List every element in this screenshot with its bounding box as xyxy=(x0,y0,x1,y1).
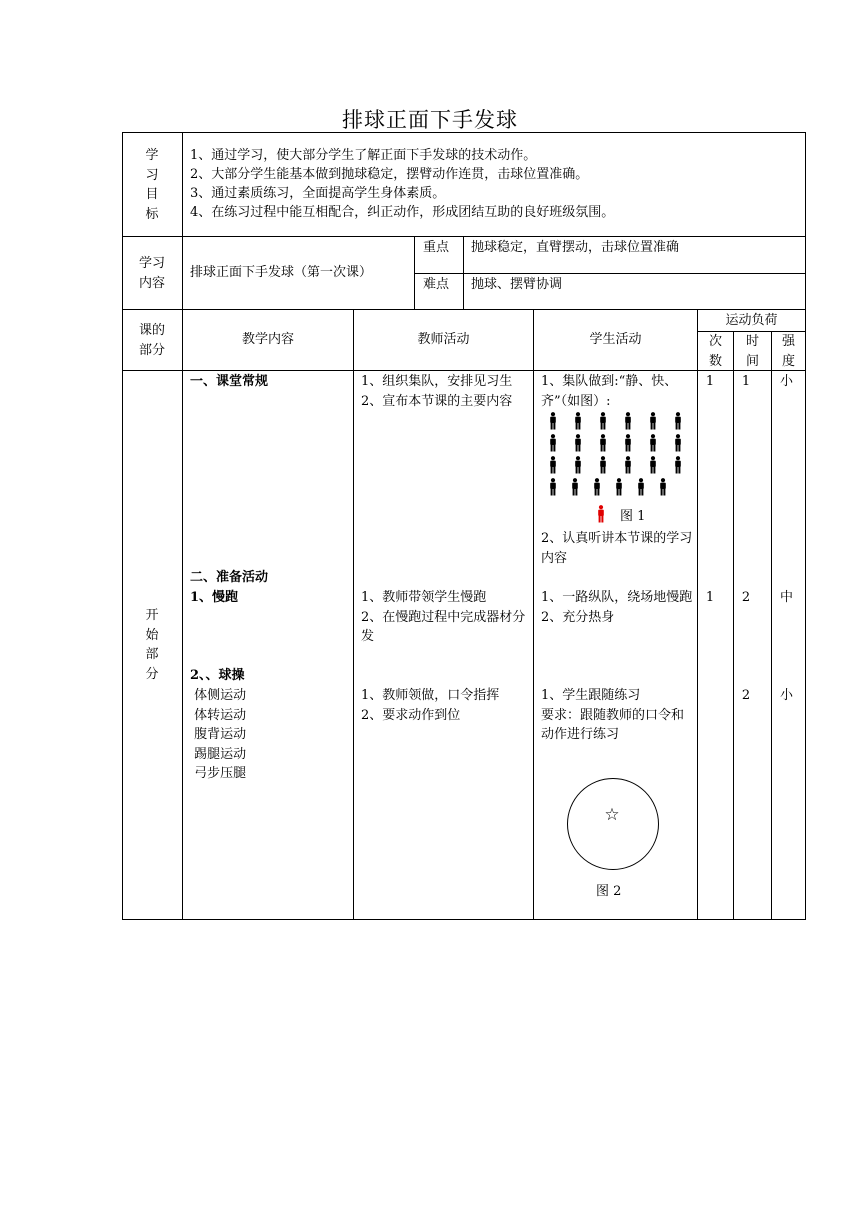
load-duration-2: 2 xyxy=(741,590,751,605)
figure-2-caption: 图 2 xyxy=(596,884,622,899)
load-duration-3: 2 xyxy=(741,688,751,703)
student-figure-icon xyxy=(673,434,683,452)
objective-4: 4、在练习过程中能互相配合，纠正动作，形成团结互助的良好班级氛围。 xyxy=(190,205,615,220)
figure-1-caption: 图 1 xyxy=(620,509,646,524)
student-figure-icon xyxy=(548,412,558,430)
teacher-routine: 1、组织集队，安排见习生 2、宣布本节课的主要内容 xyxy=(361,374,513,409)
objectives-label: 学 习 目 标 xyxy=(145,148,159,222)
student-exercise: 1、学生跟随练习 要求：跟随教师的口令和动作进行练习 xyxy=(541,688,685,742)
content-label: 学习 内容 xyxy=(138,256,165,291)
student-figure-icon xyxy=(592,478,602,496)
header-student: 学生活动 xyxy=(589,332,642,347)
objective-2: 2、大部分学生能基本做到抛球稳定，摆臂动作连贯，击球位置准确。 xyxy=(190,167,589,182)
teaching-exercise: 2、、球操 xyxy=(190,668,245,683)
student-figure-icon xyxy=(673,456,683,474)
student-figure-icon xyxy=(598,412,608,430)
header-teaching: 教学内容 xyxy=(241,332,294,347)
teaching-warmup: 二、准备活动 xyxy=(190,570,269,585)
header-intensity: 强 度 xyxy=(781,334,795,369)
teacher-jog: 1、教师带领学生慢跑 2、在慢跑过程中完成器材分发 xyxy=(361,590,526,644)
header-part: 课的 部分 xyxy=(138,323,165,358)
student-jog: 1、一路纵队，绕场地慢跑 2、充分热身 xyxy=(541,590,693,625)
header-duration: 时 间 xyxy=(745,334,759,369)
student-figure-icon xyxy=(623,412,633,430)
student-routine: 1、集队做到:“静、快、齐”（如图）: xyxy=(541,374,678,409)
student-figure-icon xyxy=(648,456,658,474)
header-load: 运动负荷 xyxy=(725,313,778,328)
student-figure-icon xyxy=(573,456,583,474)
header-teacher: 教师活动 xyxy=(417,332,470,347)
load-intensity-1: 小 xyxy=(779,374,793,389)
student-figure-icon xyxy=(623,456,633,474)
load-times-2: 1 xyxy=(705,590,715,605)
star-icon: ☆ xyxy=(604,805,620,825)
section-part-label: 开 始 部 分 xyxy=(145,608,159,682)
load-times-1: 1 xyxy=(705,374,715,389)
student-figure-icon xyxy=(573,434,583,452)
difficulty-value: 抛球、摆臂协调 xyxy=(471,277,563,292)
objective-3: 3、通过素质练习，全面提高学生身体素质。 xyxy=(190,186,446,201)
load-intensity-3: 小 xyxy=(779,688,793,703)
student-figure-icon xyxy=(648,434,658,452)
student-figure-icon xyxy=(598,456,608,474)
student-figure-icon xyxy=(548,434,558,452)
teaching-jog: 1、慢跑 xyxy=(190,590,239,605)
page-title: 排球正面下手发球 xyxy=(342,108,518,132)
student-figure-icon xyxy=(614,478,624,496)
teaching-exercise-items: 体侧运动 体转运动 腹背运动 踢腿运动 弓步压腿 xyxy=(194,688,247,781)
key-point-label: 重点 xyxy=(423,240,450,255)
teaching-routine: 一、课堂常规 xyxy=(190,374,269,389)
student-figure-icon xyxy=(658,478,668,496)
difficulty-label: 难点 xyxy=(423,277,450,292)
student-figure-icon xyxy=(570,478,580,496)
student-figure-icon xyxy=(623,434,633,452)
header-times: 次 数 xyxy=(708,334,722,369)
student-listen: 2、认真听讲本节课的学习内容 xyxy=(541,531,693,566)
student-figure-icon xyxy=(636,478,646,496)
student-figure-icon xyxy=(573,412,583,430)
objective-1: 1、通过学习，使大部分学生了解正面下手发球的技术动作。 xyxy=(190,148,537,163)
student-figure-icon xyxy=(648,412,658,430)
student-figure-icon xyxy=(673,412,683,430)
key-point-value: 抛球稳定，直臂摆动，击球位置准确 xyxy=(471,240,680,255)
student-figure-icon xyxy=(548,478,558,496)
load-duration-1: 1 xyxy=(741,374,751,389)
teacher-exercise: 1、教师领做，口令指挥 2、要求动作到位 xyxy=(361,688,500,723)
content-value: 排球正面下手发球（第一次课） xyxy=(190,265,373,280)
teacher-figure-icon xyxy=(596,505,606,523)
student-figure-icon xyxy=(548,456,558,474)
student-figure-icon xyxy=(598,434,608,452)
load-intensity-2: 中 xyxy=(779,590,793,605)
